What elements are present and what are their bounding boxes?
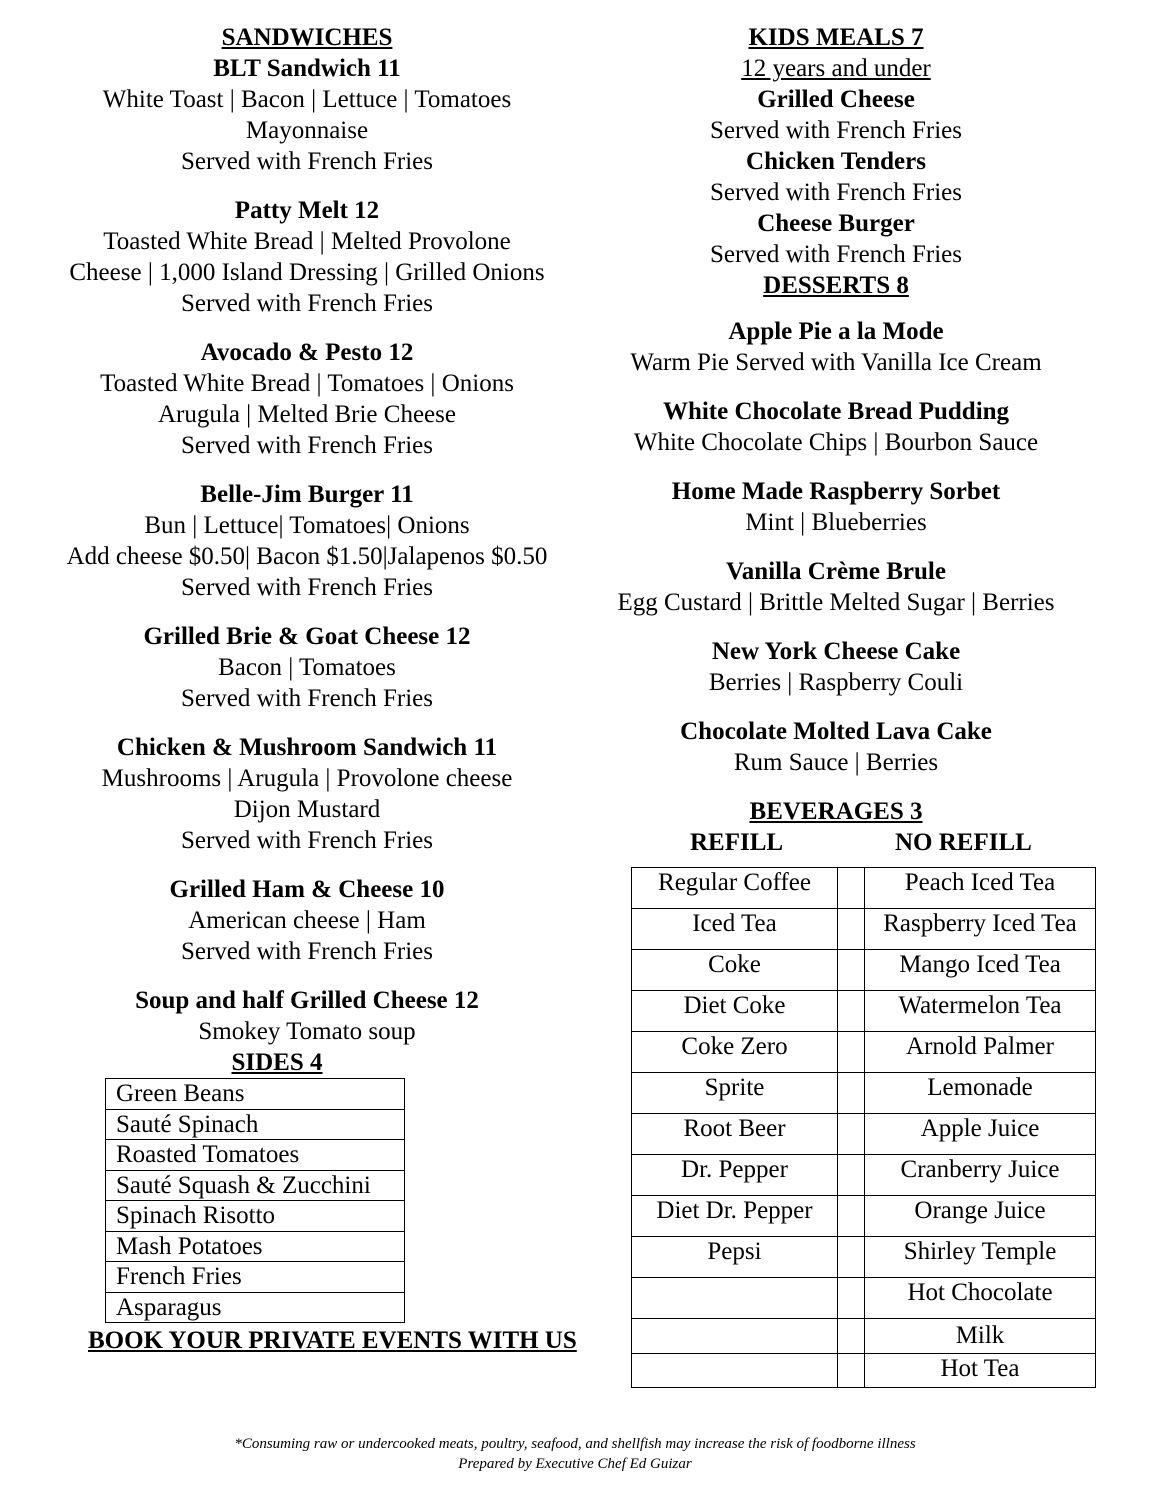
kids-meals-header: KIDS MEALS 7 (748, 24, 924, 51)
item-title: Patty Melt 12 (234, 197, 380, 224)
item-desc: Add cheese $0.50| Bacon $1.50|Jalapenos $0.50 (66, 543, 548, 570)
refill-drink: Regular Coffee (632, 868, 838, 909)
table-row (632, 1073, 1096, 1114)
table-row (632, 909, 1096, 950)
item-desc: Served with French Fries (709, 179, 963, 206)
item-title: Chicken & Mushroom Sandwich 11 (116, 734, 498, 761)
table-row (106, 1140, 405, 1171)
refill-label: REFILL (690, 829, 784, 856)
refill-drink (632, 1354, 838, 1388)
item-title: Grilled Brie & Goat Cheese 12 (143, 623, 471, 650)
no-refill-drink: Watermelon Tea (865, 991, 1096, 1032)
no-refill-drink: Apple Juice (865, 1114, 1096, 1155)
food-safety-disclaimer: *Consuming raw or undercooked meats, poultry, seafood, and shellfish may increase the risk of foodborne illness (234, 1436, 916, 1452)
no-refill-drink: Arnold Palmer (865, 1032, 1096, 1073)
item-desc: White Chocolate Chips | Bourbon Sauce (633, 429, 1039, 456)
menu-item (40, 985, 574, 1047)
item-desc: Toasted White Bread | Melted Provolone (103, 228, 511, 255)
menu-item (40, 53, 574, 177)
refill-drink: Iced Tea (632, 909, 838, 950)
item-desc: Served with French Fries (180, 938, 434, 965)
no-refill-drink: Hot Chocolate (865, 1278, 1096, 1319)
no-refill-drink: Raspberry Iced Tea (865, 909, 1096, 950)
item-title: BLT Sandwich 11 (213, 55, 401, 82)
refill-drink: Pepsi (632, 1237, 838, 1278)
table-row (632, 1114, 1096, 1155)
side-item: French Fries (106, 1262, 405, 1293)
table-row (106, 1262, 405, 1293)
chef-credit: Prepared by Executive Chef Ed Guizar (458, 1456, 692, 1472)
item-desc: Served with French Fries (180, 574, 434, 601)
kids-meals-subtitle: 12 years and under (741, 55, 931, 82)
table-row (632, 868, 1096, 909)
refill-drink: Coke Zero (632, 1032, 838, 1073)
item-desc: Warm Pie Served with Vanilla Ice Cream (630, 349, 1042, 376)
side-item: Mash Potatoes (106, 1231, 405, 1262)
menu-item (40, 479, 574, 603)
table-row (632, 1032, 1096, 1073)
table-row (632, 1278, 1096, 1319)
item-title: Apple Pie a la Mode (728, 318, 944, 345)
no-refill-drink: Mango Iced Tea (865, 950, 1096, 991)
item-desc: Served with French Fries (180, 432, 434, 459)
side-item: Roasted Tomatoes (106, 1140, 405, 1171)
beverage-labels (598, 827, 1074, 867)
table-row (632, 1237, 1096, 1278)
item-desc: Toasted White Bread | Tomatoes | Onions (100, 370, 514, 397)
item-title: Chocolate Molted Lava Cake (680, 718, 992, 745)
item-title: New York Cheese Cake (711, 638, 961, 665)
table-row (106, 1079, 405, 1110)
table-row (632, 1155, 1096, 1196)
beverages-header: BEVERAGES 3 (749, 798, 923, 825)
item-title: Grilled Cheese (757, 86, 915, 113)
refill-drink: Diet Coke (632, 991, 838, 1032)
footer (0, 1434, 1150, 1474)
no-refill-drink: Hot Tea (865, 1354, 1096, 1388)
side-item: Green Beans (106, 1079, 405, 1110)
item-title: Soup and half Grilled Cheese 12 (135, 987, 479, 1014)
no-refill-drink: Lemonade (865, 1073, 1096, 1114)
item-desc: Served with French Fries (180, 685, 434, 712)
no-refill-drink: Shirley Temple (865, 1237, 1096, 1278)
left-column (40, 22, 577, 1356)
table-row (106, 1201, 405, 1232)
item-title: Grilled Ham & Cheese 10 (169, 876, 445, 903)
table-row (632, 1196, 1096, 1237)
beverages-table (631, 867, 1096, 1388)
refill-drink (632, 1278, 838, 1319)
refill-drink: Dr. Pepper (632, 1155, 838, 1196)
table-row (106, 1170, 405, 1201)
no-refill-drink: Milk (865, 1319, 1096, 1354)
item-desc: Berries | Raspberry Couli (708, 669, 964, 696)
side-item: Asparagus (106, 1292, 405, 1323)
item-title: Chicken Tenders (746, 148, 926, 175)
menu-item (40, 621, 574, 714)
refill-drink: Sprite (632, 1073, 838, 1114)
refill-drink (632, 1319, 838, 1354)
item-title: Home Made Raspberry Sorbet (671, 478, 1001, 505)
refill-drink: Diet Dr. Pepper (632, 1196, 838, 1237)
item-desc: Dijon Mustard (233, 796, 381, 823)
desserts-header: DESSERTS 8 (763, 272, 909, 299)
item-desc: White Toast | Bacon | Lettuce | Tomatoes (102, 86, 512, 113)
no-refill-drink: Peach Iced Tea (865, 868, 1096, 909)
item-desc: Served with French Fries (180, 827, 434, 854)
item-title: Vanilla Crème Brule (726, 558, 946, 585)
item-desc: Served with French Fries (709, 117, 963, 144)
item-title: White Chocolate Bread Pudding (662, 398, 1010, 425)
item-desc: Rum Sauce | Berries (733, 749, 939, 776)
table-row (106, 1292, 405, 1323)
item-desc: Mayonnaise (245, 117, 369, 144)
item-title: Avocado & Pesto 12 (200, 339, 414, 366)
table-row (632, 950, 1096, 991)
sides-header: SIDES 4 (231, 1049, 323, 1076)
side-item: Spinach Risotto (106, 1201, 405, 1232)
item-desc: Bun | Lettuce| Tomatoes| Onions (144, 512, 470, 539)
item-title: Belle-Jim Burger 11 (200, 481, 414, 508)
refill-drink: Root Beer (632, 1114, 838, 1155)
no-refill-label: NO REFILL (895, 829, 1032, 856)
item-desc: American cheese | Ham (188, 907, 426, 934)
menu-item (40, 337, 574, 461)
table-row (106, 1231, 405, 1262)
table-row (632, 1354, 1096, 1388)
book-events-banner: BOOK YOUR PRIVATE EVENTS WITH US (88, 1327, 577, 1354)
item-desc: Served with French Fries (180, 290, 434, 317)
item-desc: Cheese | 1,000 Island Dressing | Grilled Onions (69, 259, 545, 286)
refill-drink: Coke (632, 950, 838, 991)
side-item: Sauté Squash & Zucchini (106, 1170, 405, 1201)
no-refill-drink: Orange Juice (865, 1196, 1096, 1237)
item-desc: Arugula | Melted Brie Cheese (158, 401, 456, 428)
sides-table (105, 1078, 405, 1323)
table-row (106, 1109, 405, 1140)
table-row (632, 991, 1096, 1032)
item-desc: Smokey Tomato soup (198, 1018, 416, 1045)
side-item: Sauté Spinach (106, 1109, 405, 1140)
no-refill-drink: Cranberry Juice (865, 1155, 1096, 1196)
menu-item (40, 195, 574, 319)
item-desc: Egg Custard | Brittle Melted Sugar | Berries (617, 589, 1055, 616)
right-column (598, 22, 1074, 867)
item-desc: Mushrooms | Arugula | Provolone cheese (101, 765, 513, 792)
menu-item (40, 874, 574, 967)
item-desc: Bacon | Tomatoes (218, 654, 396, 681)
sandwiches-header: SANDWICHES (221, 24, 393, 51)
item-title: Cheese Burger (757, 210, 915, 237)
item-desc: Served with French Fries (709, 241, 963, 268)
table-row (632, 1319, 1096, 1354)
menu-item (40, 732, 574, 856)
item-desc: Mint | Blueberries (745, 509, 927, 536)
item-desc: Served with French Fries (180, 148, 434, 175)
